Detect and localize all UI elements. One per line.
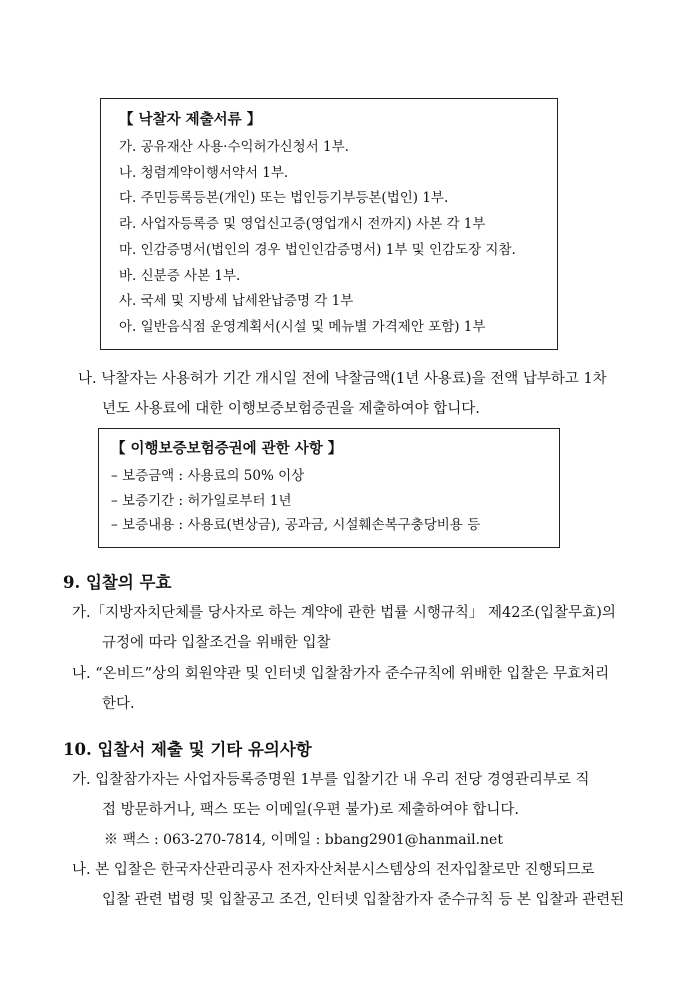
paragraph-line: 나. 본 입찰은 한국자산관리공사 전자자산처분시스템상의 전자입찰로만 진행되므로 xyxy=(72,862,595,878)
box-title: 【 이행보증보험증권에 관한 사항 】 xyxy=(111,440,343,457)
list-item: 아. 일반음식점 운영계획서(시설 및 메뉴별 가격제안 포함) 1부 xyxy=(119,318,486,335)
list-item: – 보증금액 : 사용료의 50% 이상 xyxy=(111,468,305,484)
paragraph-line: 나. “온비드”상의 회원약관 및 인터넷 입찰참가자 준수규칙에 위배한 입찰은 무효처리 xyxy=(72,666,610,682)
paragraph-line: 규정에 따라 입찰조건을 위배한 입찰 xyxy=(102,635,331,651)
list-item: 가. 공유재산 사용·수익허가신청서 1부. xyxy=(119,139,349,155)
section-heading: 9. 입찰의 무효 xyxy=(63,573,172,592)
contact-note: ※ 팩스 : 063-270-7814, 이메일 : bbang2901@hanmail.net xyxy=(104,832,503,848)
list-item: 바. 신분증 사본 1부. xyxy=(119,267,241,284)
list-item: 나. 청렴계약이행서약서 1부. xyxy=(119,164,289,181)
paragraph-line: 년도 사용료에 대한 이행보증보험증권을 제출하여야 합니다. xyxy=(102,401,480,417)
list-item: 다. 주민등록등본(개인) 또는 법인등기부등본(법인) 1부. xyxy=(119,190,449,207)
paragraph-line: 가. 입찰참가자는 사업자등록증명원 1부를 입찰기간 내 우리 전당 경영관리부로 직 xyxy=(72,772,590,788)
paragraph-line: 입찰 관련 법령 및 입찰공고 조건, 인터넷 입찰참가자 준수규칙 등 본 입찰과 관련된 xyxy=(102,892,625,908)
box-title: 【 낙찰자 제출서류 】 xyxy=(119,111,262,128)
paragraph-line: 가.「지방자치단체를 당사자로 하는 계약에 관한 법률 시행규칙」 제42조(입찰무효)의 xyxy=(72,605,616,621)
list-item: 사. 국세 및 지방세 납세완납증명 각 1부 xyxy=(119,293,354,310)
list-item: 라. 사업자등록증 및 영업신고증(영업개시 전까지) 사본 각 1부 xyxy=(119,216,486,233)
list-item: – 보증내용 : 사용료(변상금), 공과금, 시설훼손복구충당비용 등 xyxy=(111,517,481,533)
winning-bidder-documents-box xyxy=(100,98,558,350)
performance-bond-box xyxy=(98,428,560,548)
paragraph-line: 한다. xyxy=(102,696,135,712)
list-item: 마. 인감증명서(법인의 경우 법인인감증명서) 1부 및 인감도장 지참. xyxy=(119,241,516,258)
list-item: – 보증기간 : 허가일로부터 1년 xyxy=(111,492,292,509)
section-heading: 10. 입찰서 제출 및 기타 유의사항 xyxy=(63,740,312,759)
paragraph-line: 나. 낙찰자는 사용허가 기간 개시일 전에 낙찰금액(1년 사용료)을 전액 납부하고 1차 xyxy=(78,371,607,387)
paragraph-line: 접 방문하거나, 팩스 또는 이메일(우편 불가)로 제출하여야 합니다. xyxy=(102,802,519,818)
